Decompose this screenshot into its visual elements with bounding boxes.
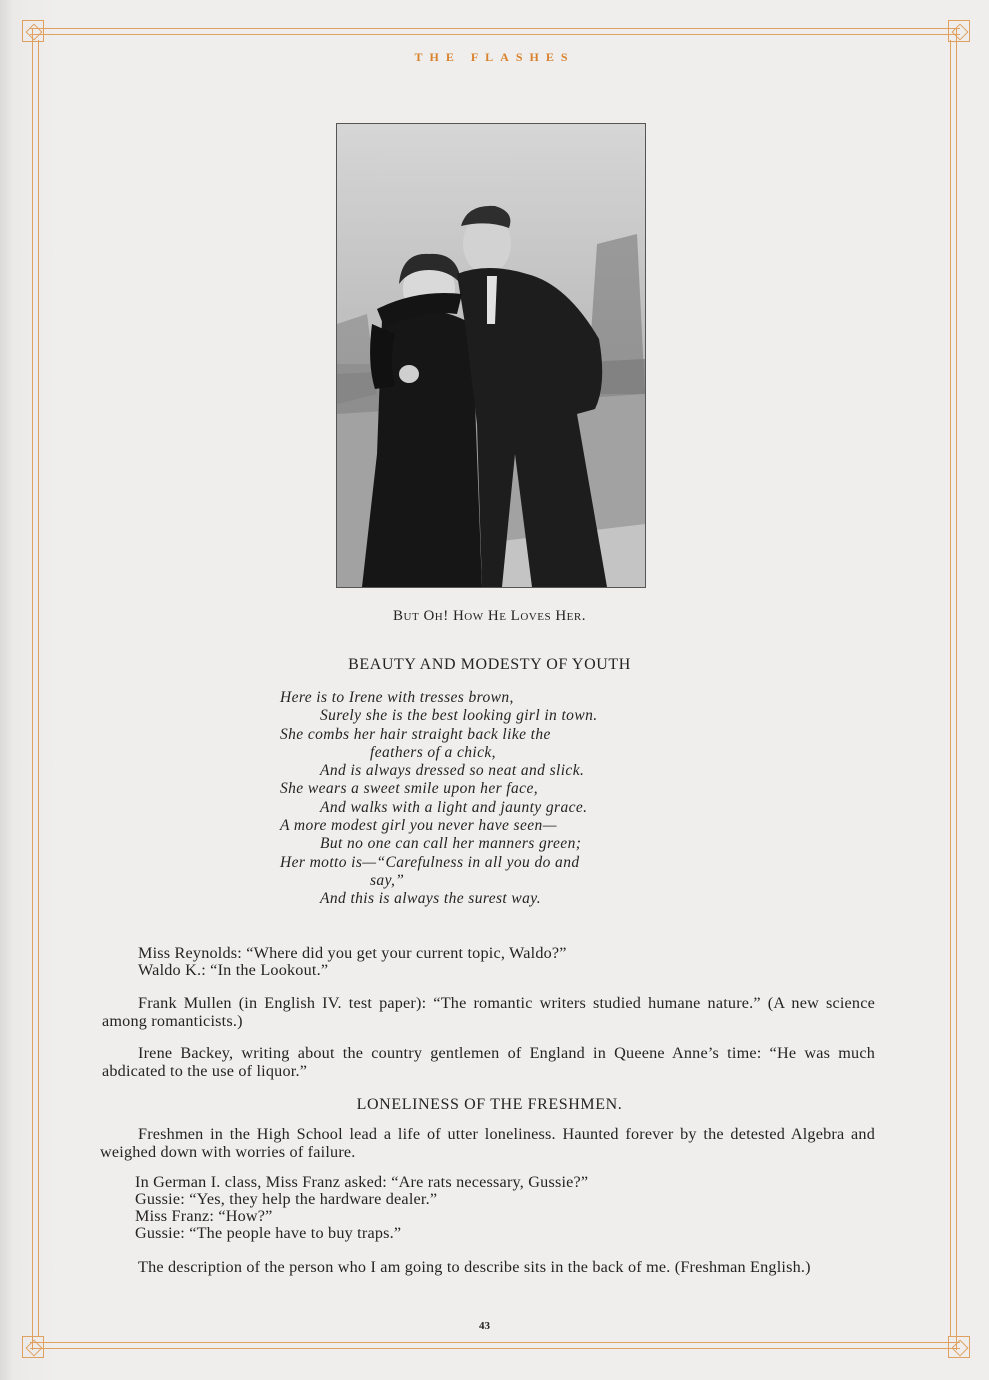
corner-ornament-top-right [948, 20, 970, 42]
poem-title: BEAUTY AND MODESTY OF YOUTH [348, 656, 631, 673]
joke-backey: Irene Backey, writing about the country gentlemen of England in Queene Anne’s time: “He was much abdicated to the use of liquor.” [102, 1044, 875, 1080]
photo-illustration [337, 124, 645, 587]
poem-line: Her motto is—“Carefulness in all you do and [280, 853, 580, 871]
corner-ornament-bottom-left [22, 1336, 44, 1358]
german-dialogue-line: In German I. class, Miss Franz asked: “Are rats necessary, Gussie?” [135, 1173, 589, 1191]
joke-mullen: Frank Mullen (in English IV. test paper): “The romantic writers studied humane nature.” (A new science among romanticists.) [102, 994, 875, 1030]
poem-line: Surely she is the best looking girl in town. [320, 707, 598, 725]
poem-line: say,” [370, 871, 405, 889]
joke-reynolds-line-2: Waldo K.: “In the Lookout.” [138, 961, 329, 979]
poem-line: feathers of a chick, [370, 743, 496, 761]
german-dialogue-line: Gussie: “Yes, they help the hardware dealer.” [135, 1190, 438, 1208]
border-top-outer [30, 28, 960, 29]
german-dialogue-line: Miss Franz: “How?” [135, 1207, 273, 1225]
border-left-outer [32, 28, 33, 1350]
poem-line: And walks with a light and jaunty grace. [320, 798, 588, 816]
border-left-inner [38, 40, 39, 1336]
freshmen-intro: Freshmen in the High School lead a life of utter loneliness. Haunted forever by the detested Algebra and weighed down with worries of failure. [100, 1125, 875, 1161]
poem [280, 689, 710, 909]
photo-caption: But Oh! How He Loves Her. [393, 608, 586, 624]
section-title-freshmen: LONELINESS OF THE FRESHMEN. [356, 1096, 623, 1113]
border-bottom-outer [30, 1348, 960, 1349]
poem-line: And this is always the surest way. [320, 890, 541, 908]
poem-line: But no one can call her manners green; [320, 835, 582, 853]
photograph [336, 123, 646, 588]
poem-line: She combs her hair straight back like the [280, 725, 551, 743]
corner-ornament-bottom-right [948, 1336, 970, 1358]
joke-reynolds-line-1: Miss Reynolds: “Where did you get your current topic, Waldo?” [138, 944, 567, 962]
corner-ornament-top-left [22, 20, 44, 42]
poem-line: Here is to Irene with tresses brown, [280, 689, 514, 706]
poem-line: And is always dressed so neat and slick. [320, 762, 585, 780]
page-number: 43 [479, 1320, 490, 1332]
poem-line: She wears a sweet smile upon her face, [280, 780, 538, 798]
border-bottom-inner [30, 1342, 960, 1343]
border-right-outer [956, 28, 957, 1350]
border-right-inner [950, 40, 951, 1336]
running-head: THE FLASHES [414, 50, 575, 64]
german-dialogue-line: Gussie: “The people have to buy traps.” [135, 1224, 402, 1242]
border-top-inner [30, 34, 960, 35]
poem-line: A more modest girl you never have seen— [280, 817, 557, 835]
freshman-description: The description of the person who I am going to describe sits in the back of me. (Freshman English.) [138, 1258, 811, 1276]
